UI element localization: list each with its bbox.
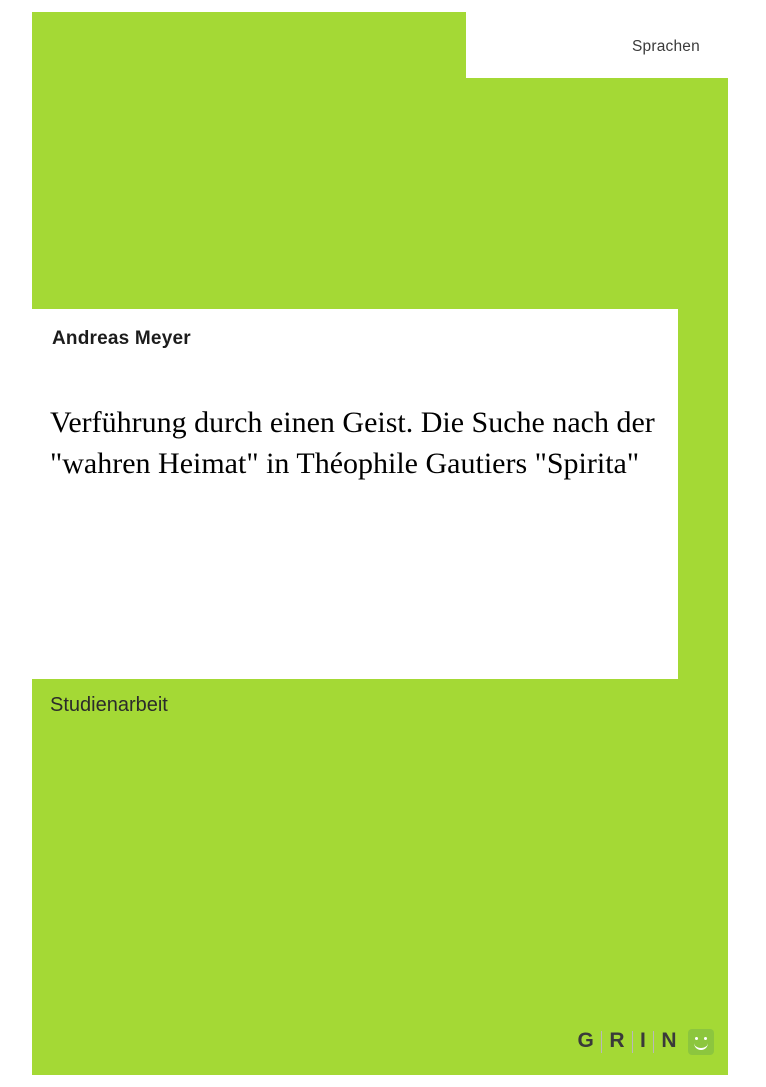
category-label: Sprachen [632, 38, 700, 55]
title-card [0, 309, 678, 679]
grin-logo [574, 1027, 714, 1057]
grin-letter-r: R [609, 1029, 625, 1052]
grin-letter-g: G [577, 1029, 595, 1052]
page-border-right [728, 0, 766, 1087]
grin-separator [632, 1031, 633, 1053]
author-name: Andreas Meyer [52, 328, 191, 349]
smiley-mouth-icon [694, 1040, 708, 1050]
page-border-bottom [0, 1075, 766, 1087]
grin-separator [601, 1031, 602, 1053]
document-type-label: Studienarbeit [50, 694, 168, 716]
grin-letter-n: N [661, 1029, 677, 1052]
page-border-top [0, 0, 766, 12]
grin-letter-i: I [639, 1029, 647, 1052]
grin-separator [653, 1031, 654, 1053]
page-title: Verführung durch einen Geist. Die Suche nach der "wahren Heimat" in Théophile Gautiers "Spirita" [50, 406, 655, 480]
smiley-icon [688, 1029, 714, 1055]
